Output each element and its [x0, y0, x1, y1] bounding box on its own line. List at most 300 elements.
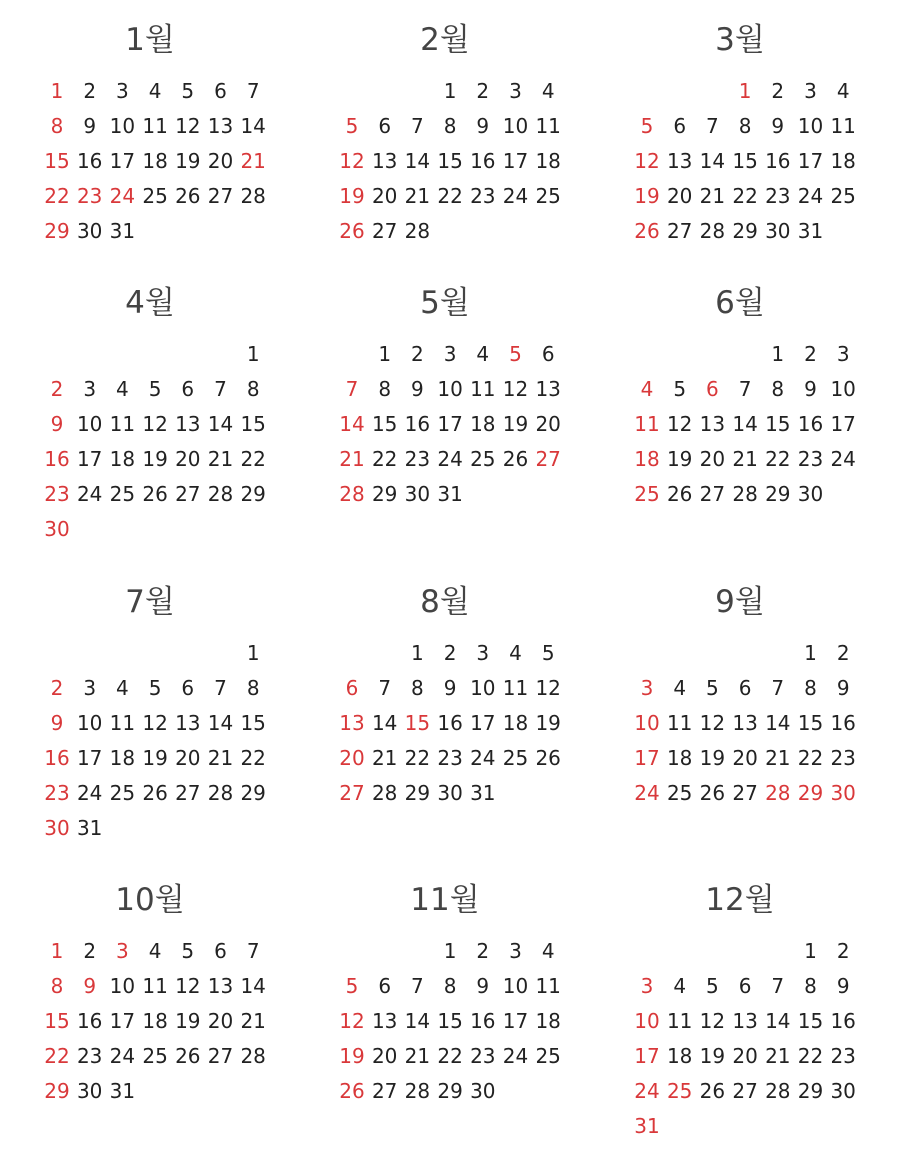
day-cell[interactable]: 23	[404, 447, 431, 471]
day-cell[interactable]: 14	[404, 149, 431, 173]
day-cell[interactable]: 5	[541, 641, 555, 665]
day-cell[interactable]: 19	[666, 447, 693, 471]
day-cell[interactable]: 25	[666, 781, 693, 805]
day-cell[interactable]: 8	[50, 114, 64, 138]
day-cell[interactable]: 5	[148, 377, 162, 401]
day-cell[interactable]: 7	[214, 676, 227, 700]
day-cell[interactable]: 8	[443, 974, 457, 998]
day-cell[interactable]: 30	[765, 219, 791, 243]
day-cell[interactable]: 16	[404, 412, 431, 436]
day-cell[interactable]: 11	[830, 114, 856, 138]
day-cell[interactable]: 24	[830, 447, 856, 471]
day-cell[interactable]: 11	[666, 711, 693, 735]
day-cell[interactable]: 15	[437, 1009, 463, 1033]
day-cell[interactable]: 21	[240, 1009, 266, 1033]
day-cell[interactable]: 19	[142, 746, 168, 770]
day-cell[interactable]: 15	[404, 711, 431, 735]
day-cell[interactable]: 7	[345, 377, 359, 401]
day-cell[interactable]: 5	[640, 114, 654, 138]
day-cell[interactable]: 25	[830, 184, 856, 208]
day-cell[interactable]: 5	[181, 939, 195, 963]
day-cell[interactable]: 18	[142, 1009, 168, 1033]
day-cell[interactable]: 11	[666, 1009, 693, 1033]
day-cell[interactable]: 26	[339, 1079, 365, 1103]
day-cell[interactable]: 20	[175, 746, 201, 770]
day-cell[interactable]: 17	[502, 149, 529, 173]
day-cell[interactable]: 17	[502, 1009, 529, 1033]
day-cell[interactable]: 15	[44, 149, 70, 173]
day-cell[interactable]: 17	[797, 149, 824, 173]
day-cell[interactable]: 29	[371, 482, 398, 506]
day-cell[interactable]: 9	[836, 676, 850, 700]
day-cell[interactable]: 11	[502, 676, 529, 700]
day-cell[interactable]: 31	[109, 219, 136, 243]
day-cell[interactable]: 6	[181, 676, 195, 700]
day-cell[interactable]: 13	[371, 149, 398, 173]
day-cell[interactable]: 2	[476, 939, 490, 963]
day-cell[interactable]: 26	[175, 184, 201, 208]
day-cell[interactable]: 8	[738, 114, 752, 138]
day-cell[interactable]: 25	[109, 781, 136, 805]
day-cell[interactable]: 17	[634, 1044, 660, 1068]
day-cell[interactable]: 11	[142, 114, 168, 138]
day-cell[interactable]: 10	[76, 412, 103, 436]
day-cell[interactable]: 21	[371, 746, 398, 770]
day-cell[interactable]: 3	[509, 79, 522, 103]
day-cell[interactable]: 4	[541, 79, 555, 103]
day-cell[interactable]: 8	[50, 974, 64, 998]
day-cell[interactable]: 13	[175, 412, 201, 436]
day-cell[interactable]: 24	[502, 1044, 529, 1068]
day-cell[interactable]: 19	[502, 412, 529, 436]
day-cell[interactable]: 12	[339, 149, 365, 173]
day-cell[interactable]: 18	[142, 149, 168, 173]
day-cell[interactable]: 2	[771, 79, 785, 103]
day-cell[interactable]: 14	[339, 412, 365, 436]
day-cell[interactable]: 14	[765, 711, 791, 735]
day-cell[interactable]: 28	[240, 184, 266, 208]
day-cell[interactable]: 6	[214, 79, 227, 103]
day-cell[interactable]: 25	[142, 1044, 168, 1068]
day-cell[interactable]: 9	[476, 114, 490, 138]
day-cell[interactable]: 30	[404, 482, 431, 506]
day-cell[interactable]: 22	[240, 746, 266, 770]
day-cell[interactable]: 10	[502, 974, 529, 998]
day-cell[interactable]: 4	[673, 974, 687, 998]
day-cell[interactable]: 13	[339, 711, 365, 735]
day-cell[interactable]: 17	[470, 711, 496, 735]
day-cell[interactable]: 1	[246, 342, 260, 366]
day-cell[interactable]: 16	[470, 149, 496, 173]
day-cell[interactable]: 15	[437, 149, 463, 173]
day-cell[interactable]: 11	[109, 711, 136, 735]
day-cell[interactable]: 24	[109, 184, 136, 208]
day-cell[interactable]: 18	[535, 1009, 561, 1033]
day-cell[interactable]: 7	[738, 377, 752, 401]
day-cell[interactable]: 26	[142, 781, 168, 805]
day-cell[interactable]: 20	[175, 447, 201, 471]
day-cell[interactable]: 11	[535, 974, 561, 998]
day-cell[interactable]: 13	[732, 711, 758, 735]
day-cell[interactable]: 5	[706, 974, 719, 998]
day-cell[interactable]: 2	[443, 641, 457, 665]
day-cell[interactable]: 13	[666, 149, 693, 173]
day-cell[interactable]: 5	[673, 377, 687, 401]
day-cell[interactable]: 22	[765, 447, 791, 471]
day-cell[interactable]: 21	[765, 746, 791, 770]
day-cell[interactable]: 16	[830, 1009, 856, 1033]
day-cell[interactable]: 2	[50, 676, 64, 700]
day-cell[interactable]: 27	[207, 184, 234, 208]
day-cell[interactable]: 8	[443, 114, 457, 138]
day-cell[interactable]: 6	[673, 114, 687, 138]
day-cell[interactable]: 17	[437, 412, 463, 436]
day-cell[interactable]: 15	[732, 149, 758, 173]
day-cell[interactable]: 14	[404, 1009, 431, 1033]
day-cell[interactable]: 19	[339, 184, 365, 208]
day-cell[interactable]: 2	[836, 939, 850, 963]
day-cell[interactable]: 7	[246, 939, 260, 963]
day-cell[interactable]: 22	[240, 447, 266, 471]
day-cell[interactable]: 25	[666, 1079, 693, 1103]
day-cell[interactable]: 25	[634, 482, 660, 506]
day-cell[interactable]: 30	[797, 482, 824, 506]
day-cell[interactable]: 25	[502, 746, 529, 770]
day-cell[interactable]: 21	[765, 1044, 791, 1068]
day-cell[interactable]: 24	[76, 781, 103, 805]
day-cell[interactable]: 30	[437, 781, 463, 805]
day-cell[interactable]: 20	[371, 184, 398, 208]
day-cell[interactable]: 27	[732, 781, 758, 805]
day-cell[interactable]: 16	[76, 149, 103, 173]
day-cell[interactable]: 16	[797, 412, 824, 436]
day-cell[interactable]: 13	[371, 1009, 398, 1033]
day-cell[interactable]: 18	[535, 149, 561, 173]
day-cell[interactable]: 12	[699, 1009, 726, 1033]
day-cell[interactable]: 7	[411, 114, 424, 138]
day-cell[interactable]: 10	[634, 711, 660, 735]
day-cell[interactable]: 4	[640, 377, 654, 401]
day-cell[interactable]: 26	[142, 482, 168, 506]
day-cell[interactable]: 24	[437, 447, 463, 471]
day-cell[interactable]: 23	[44, 781, 70, 805]
day-cell[interactable]: 9	[443, 676, 457, 700]
day-cell[interactable]: 29	[437, 1079, 463, 1103]
day-cell[interactable]: 18	[109, 447, 136, 471]
day-cell[interactable]: 2	[83, 939, 97, 963]
day-cell[interactable]: 1	[443, 939, 457, 963]
day-cell[interactable]: 3	[116, 79, 129, 103]
day-cell[interactable]: 12	[142, 711, 168, 735]
day-cell[interactable]: 8	[246, 377, 260, 401]
day-cell[interactable]: 1	[804, 641, 817, 665]
day-cell[interactable]: 11	[470, 377, 496, 401]
day-cell[interactable]: 2	[50, 377, 64, 401]
day-cell[interactable]: 22	[732, 184, 758, 208]
day-cell[interactable]: 5	[181, 79, 195, 103]
day-cell[interactable]: 21	[732, 447, 758, 471]
day-cell[interactable]: 24	[502, 184, 529, 208]
day-cell[interactable]: 18	[470, 412, 496, 436]
day-cell[interactable]: 9	[836, 974, 850, 998]
day-cell[interactable]: 25	[535, 184, 561, 208]
day-cell[interactable]: 16	[76, 1009, 103, 1033]
day-cell[interactable]: 31	[470, 781, 496, 805]
day-cell[interactable]: 6	[738, 974, 752, 998]
day-cell[interactable]: 28	[765, 1079, 791, 1103]
day-cell[interactable]: 27	[535, 447, 561, 471]
day-cell[interactable]: 9	[411, 377, 424, 401]
day-cell[interactable]: 6	[378, 974, 392, 998]
day-cell[interactable]: 8	[804, 974, 817, 998]
day-cell[interactable]: 21	[207, 447, 234, 471]
day-cell[interactable]: 1	[738, 79, 752, 103]
day-cell[interactable]: 26	[339, 219, 365, 243]
day-cell[interactable]: 30	[44, 517, 70, 541]
day-cell[interactable]: 19	[699, 746, 726, 770]
day-cell[interactable]: 13	[732, 1009, 758, 1033]
day-cell[interactable]: 9	[476, 974, 490, 998]
day-cell[interactable]: 29	[765, 482, 791, 506]
day-cell[interactable]: 20	[666, 184, 693, 208]
day-cell[interactable]: 16	[437, 711, 463, 735]
day-cell[interactable]: 7	[411, 974, 424, 998]
day-cell[interactable]: 14	[207, 412, 234, 436]
day-cell[interactable]: 6	[345, 676, 359, 700]
day-cell[interactable]: 13	[207, 974, 234, 998]
day-cell[interactable]: 23	[470, 1044, 496, 1068]
day-cell[interactable]: 3	[509, 939, 522, 963]
day-cell[interactable]: 25	[109, 482, 136, 506]
day-cell[interactable]: 26	[699, 781, 726, 805]
day-cell[interactable]: 20	[207, 1009, 234, 1033]
day-cell[interactable]: 8	[804, 676, 817, 700]
day-cell[interactable]: 23	[437, 746, 463, 770]
day-cell[interactable]: 23	[765, 184, 791, 208]
day-cell[interactable]: 27	[699, 482, 726, 506]
day-cell[interactable]: 23	[830, 746, 856, 770]
day-cell[interactable]: 14	[371, 711, 398, 735]
day-cell[interactable]: 29	[797, 781, 824, 805]
day-cell[interactable]: 27	[175, 482, 201, 506]
day-cell[interactable]: 29	[44, 219, 70, 243]
day-cell[interactable]: 9	[804, 377, 817, 401]
day-cell[interactable]: 5	[509, 342, 522, 366]
day-cell[interactable]: 7	[214, 377, 227, 401]
day-cell[interactable]: 22	[44, 1044, 70, 1068]
day-cell[interactable]: 17	[109, 1009, 136, 1033]
day-cell[interactable]: 31	[437, 482, 463, 506]
day-cell[interactable]: 28	[404, 1079, 431, 1103]
day-cell[interactable]: 30	[76, 1079, 103, 1103]
day-cell[interactable]: 30	[44, 816, 70, 840]
day-cell[interactable]: 10	[830, 377, 856, 401]
day-cell[interactable]: 7	[378, 676, 392, 700]
day-cell[interactable]: 24	[634, 781, 660, 805]
day-cell[interactable]: 4	[673, 676, 687, 700]
day-cell[interactable]: 22	[437, 184, 463, 208]
day-cell[interactable]: 22	[371, 447, 398, 471]
day-cell[interactable]: 17	[830, 412, 856, 436]
day-cell[interactable]: 16	[44, 447, 70, 471]
day-cell[interactable]: 2	[411, 342, 424, 366]
day-cell[interactable]: 12	[666, 412, 693, 436]
day-cell[interactable]: 12	[175, 974, 201, 998]
day-cell[interactable]: 4	[509, 641, 522, 665]
day-cell[interactable]: 26	[175, 1044, 201, 1068]
day-cell[interactable]: 13	[535, 377, 561, 401]
day-cell[interactable]: 14	[732, 412, 758, 436]
day-cell[interactable]: 28	[371, 781, 398, 805]
day-cell[interactable]: 12	[175, 114, 201, 138]
day-cell[interactable]: 31	[76, 816, 103, 840]
day-cell[interactable]: 7	[246, 79, 260, 103]
day-cell[interactable]: 23	[76, 1044, 103, 1068]
day-cell[interactable]: 15	[240, 412, 266, 436]
day-cell[interactable]: 16	[44, 746, 70, 770]
day-cell[interactable]: 6	[181, 377, 195, 401]
day-cell[interactable]: 10	[634, 1009, 660, 1033]
day-cell[interactable]: 21	[404, 1044, 431, 1068]
day-cell[interactable]: 27	[732, 1079, 758, 1103]
day-cell[interactable]: 5	[706, 676, 719, 700]
day-cell[interactable]: 30	[470, 1079, 496, 1103]
day-cell[interactable]: 27	[371, 1079, 398, 1103]
day-cell[interactable]: 20	[535, 412, 561, 436]
day-cell[interactable]: 3	[836, 342, 850, 366]
day-cell[interactable]: 26	[699, 1079, 726, 1103]
day-cell[interactable]: 30	[830, 1079, 856, 1103]
day-cell[interactable]: 9	[83, 114, 97, 138]
day-cell[interactable]: 8	[411, 676, 424, 700]
day-cell[interactable]: 9	[83, 974, 97, 998]
day-cell[interactable]: 13	[207, 114, 234, 138]
day-cell[interactable]: 21	[339, 447, 365, 471]
day-cell[interactable]: 22	[437, 1044, 463, 1068]
day-cell[interactable]: 3	[83, 377, 97, 401]
day-cell[interactable]: 22	[404, 746, 431, 770]
day-cell[interactable]: 15	[371, 412, 398, 436]
day-cell[interactable]: 25	[470, 447, 496, 471]
day-cell[interactable]: 28	[404, 219, 431, 243]
day-cell[interactable]: 20	[732, 746, 758, 770]
day-cell[interactable]: 10	[109, 974, 136, 998]
day-cell[interactable]: 22	[44, 184, 70, 208]
day-cell[interactable]: 22	[797, 746, 824, 770]
day-cell[interactable]: 22	[797, 1044, 824, 1068]
day-cell[interactable]: 26	[666, 482, 693, 506]
day-cell[interactable]: 24	[109, 1044, 136, 1068]
day-cell[interactable]: 8	[771, 377, 785, 401]
day-cell[interactable]: 12	[699, 711, 726, 735]
day-cell[interactable]: 24	[797, 184, 824, 208]
day-cell[interactable]: 15	[797, 711, 824, 735]
day-cell[interactable]: 10	[437, 377, 463, 401]
day-cell[interactable]: 1	[771, 342, 785, 366]
day-cell[interactable]: 23	[44, 482, 70, 506]
day-cell[interactable]: 3	[476, 641, 490, 665]
day-cell[interactable]: 1	[50, 79, 64, 103]
day-cell[interactable]: 18	[666, 1044, 693, 1068]
day-cell[interactable]: 6	[214, 939, 227, 963]
day-cell[interactable]: 29	[240, 781, 266, 805]
day-cell[interactable]: 30	[830, 781, 856, 805]
day-cell[interactable]: 19	[339, 1044, 365, 1068]
day-cell[interactable]: 26	[502, 447, 529, 471]
day-cell[interactable]: 7	[706, 114, 719, 138]
day-cell[interactable]: 12	[142, 412, 168, 436]
day-cell[interactable]: 10	[109, 114, 136, 138]
day-cell[interactable]: 24	[470, 746, 496, 770]
day-cell[interactable]: 14	[765, 1009, 791, 1033]
day-cell[interactable]: 21	[207, 746, 234, 770]
day-cell[interactable]: 28	[765, 781, 791, 805]
day-cell[interactable]: 31	[797, 219, 824, 243]
day-cell[interactable]: 13	[175, 711, 201, 735]
day-cell[interactable]: 9	[771, 114, 785, 138]
day-cell[interactable]: 6	[738, 676, 752, 700]
day-cell[interactable]: 8	[246, 676, 260, 700]
day-cell[interactable]: 15	[765, 412, 791, 436]
day-cell[interactable]: 28	[207, 482, 234, 506]
day-cell[interactable]: 21	[699, 184, 726, 208]
day-cell[interactable]: 14	[207, 711, 234, 735]
day-cell[interactable]: 2	[476, 79, 490, 103]
day-cell[interactable]: 29	[797, 1079, 824, 1103]
day-cell[interactable]: 3	[804, 79, 817, 103]
day-cell[interactable]: 20	[732, 1044, 758, 1068]
day-cell[interactable]: 27	[339, 781, 365, 805]
day-cell[interactable]: 12	[634, 149, 660, 173]
day-cell[interactable]: 16	[470, 1009, 496, 1033]
day-cell[interactable]: 29	[404, 781, 431, 805]
day-cell[interactable]: 20	[699, 447, 726, 471]
day-cell[interactable]: 16	[830, 711, 856, 735]
day-cell[interactable]: 1	[246, 641, 260, 665]
day-cell[interactable]: 6	[378, 114, 392, 138]
day-cell[interactable]: 18	[109, 746, 136, 770]
day-cell[interactable]: 3	[116, 939, 129, 963]
day-cell[interactable]: 15	[44, 1009, 70, 1033]
day-cell[interactable]: 6	[541, 342, 555, 366]
day-cell[interactable]: 20	[371, 1044, 398, 1068]
day-cell[interactable]: 28	[699, 219, 726, 243]
day-cell[interactable]: 27	[666, 219, 693, 243]
day-cell[interactable]: 4	[116, 676, 129, 700]
day-cell[interactable]: 10	[470, 676, 496, 700]
day-cell[interactable]: 17	[76, 746, 103, 770]
day-cell[interactable]: 19	[699, 1044, 726, 1068]
day-cell[interactable]: 11	[634, 412, 660, 436]
day-cell[interactable]: 28	[240, 1044, 266, 1068]
day-cell[interactable]: 19	[175, 1009, 201, 1033]
day-cell[interactable]: 4	[116, 377, 129, 401]
day-cell[interactable]: 27	[207, 1044, 234, 1068]
day-cell[interactable]: 26	[535, 746, 561, 770]
day-cell[interactable]: 21	[404, 184, 431, 208]
day-cell[interactable]: 23	[830, 1044, 856, 1068]
day-cell[interactable]: 26	[634, 219, 660, 243]
day-cell[interactable]: 5	[148, 676, 162, 700]
day-cell[interactable]: 1	[443, 79, 457, 103]
day-cell[interactable]: 20	[339, 746, 365, 770]
day-cell[interactable]: 6	[706, 377, 719, 401]
day-cell[interactable]: 14	[699, 149, 726, 173]
day-cell[interactable]: 28	[732, 482, 758, 506]
day-cell[interactable]: 2	[83, 79, 97, 103]
day-cell[interactable]: 17	[76, 447, 103, 471]
day-cell[interactable]: 4	[148, 939, 162, 963]
